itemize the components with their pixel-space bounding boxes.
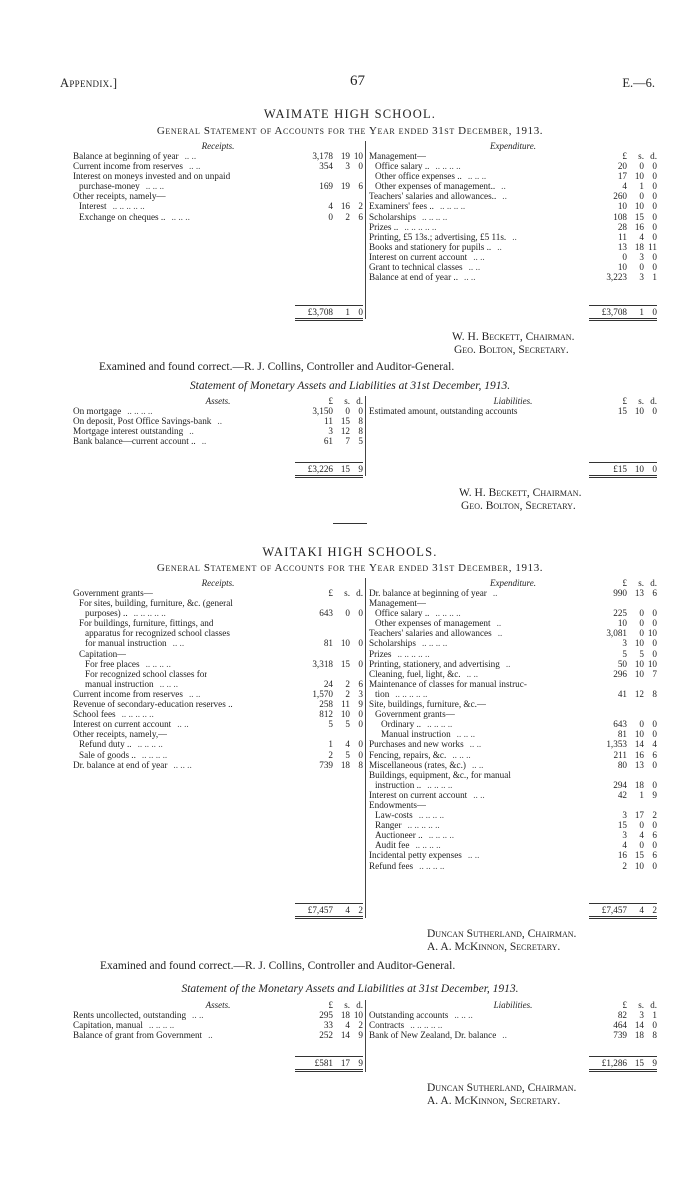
ledger-label: For buildings, furniture, fittings, and	[79, 618, 214, 629]
waitaki-assets-column: Assets. £ s. d. Rents uncollected, outstanding .. .. 295 18 10 Capitation, manual .. .. .. .. 33 4 2 Balance of grant from Government .. 252 14 9 £581 17 9	[73, 1000, 363, 1040]
ledger-label: Prizes .. .. .. .. .. ..	[369, 221, 437, 232]
leader-dots: ..	[497, 241, 502, 252]
leader-dots: .. ..	[469, 739, 482, 750]
leader-dots: ..	[497, 628, 503, 639]
leader-dots: .. .. .. ..	[148, 1020, 175, 1031]
ledger-label: Balance of grant from Government ..	[73, 1030, 213, 1041]
ledger-row	[73, 729, 363, 739]
waimate-signatures	[452, 331, 574, 357]
ledger-label: Management—	[369, 151, 427, 161]
leader-dots: .. .. .. ..	[127, 406, 153, 416]
ledger-row: Cleaning, fuel, light, &c. .. .. 296 10 7	[369, 668, 657, 679]
leader-dots: .. .. .. ..	[418, 810, 445, 821]
ledger-label: Refund duty .. .. .. .. ..	[79, 739, 163, 750]
leader-dots: .. .. .. .. ..	[112, 201, 145, 212]
ledger-row: Bank balance—current account .. .. 61 7 5	[73, 436, 363, 447]
leader-dots: .. .. .. ..	[435, 608, 461, 619]
ledger-label: Bank of New Zealand, Dr. balance ..	[369, 1030, 507, 1041]
leader-dots: .. ..	[177, 719, 189, 730]
ledger-row: Other expenses of management.. .. 4 1 0	[369, 181, 657, 191]
secretary-signature: Geo. Bolton, Secretary.	[454, 344, 569, 356]
leader-dots: .. ..	[473, 789, 485, 800]
ledger-label: Interest .. .. .. .. ..	[79, 201, 145, 212]
ledger-label: For recognized school classes for	[85, 668, 208, 679]
ledger-label: Mortgage interest outstanding ..	[73, 426, 194, 437]
ledger-row: Manual instruction .. .. .. 81 10 0	[369, 729, 657, 739]
waitaki-accounts-statement	[73, 578, 657, 918]
ledger-row: for manual instruction .. .. 81 10 0	[73, 638, 363, 648]
ledger-label: Refund fees .. .. .. ..	[369, 860, 445, 871]
ledger-row: Printing, stationery, and advertising .. 50 10 10	[369, 658, 657, 669]
ledger-label: tion .. .. .. .. ..	[375, 688, 428, 699]
waitaki-assets-title: Statement of the Monetary Assets and Liabilities at 31st December, 1913.	[181, 983, 519, 995]
ledger-row: Incidental petty expenses .. .. 16 15 6	[369, 850, 657, 861]
leader-dots: .. .. .. ..	[435, 161, 461, 172]
ledger-label: Other expenses of management ..	[375, 618, 502, 629]
ledger-label: Incidental petty expenses .. ..	[369, 850, 480, 861]
ledger-label: instruction .. .. .. .. ..	[375, 779, 453, 790]
leader-dots: .. .. .. ..	[421, 638, 448, 649]
leader-dots: .. ..	[468, 262, 481, 273]
ledger-row	[73, 669, 363, 679]
waitaki-liabilities-column: Liabilities. £ s. d. Outstanding accounts .. .. .. 82 3 1 Contracts .. .. .. .. .. 464 14 0 Bank of New Zealand, Dr. balance .. 739 18 8 £1,286 15 9	[365, 1000, 657, 1072]
ledger-label: Maintenance of classes for manual instruc-	[369, 678, 527, 689]
ledger-label: Other office expenses .. .. .. ..	[375, 171, 487, 182]
ledger-row: Printing, £5 13s.; advertising, £5 11s. .. 11 4 0	[369, 231, 657, 242]
ledger-row: Balance at end of year .. .. .. 3,223 3 1	[369, 272, 657, 283]
document-code: E.—6.	[622, 76, 655, 90]
ledger-row: Interest on current account .. .. 0 3 0	[369, 251, 657, 262]
ledger-row: Examiners' fees .. .. .. .. .. 10 10 0	[369, 201, 657, 212]
expenditure-heading: Expenditure.	[490, 141, 536, 151]
ledger-label: Contracts .. .. .. .. ..	[369, 1020, 443, 1031]
ledger-label: Teachers' salaries and allowances.. ..	[369, 191, 507, 202]
ledger-label: Site, buildings, furniture, &c.—	[369, 699, 487, 710]
ledger-row	[369, 800, 657, 810]
waitaki-signatures	[427, 928, 576, 954]
waitaki-receipts-total: £7,457 4 2	[295, 903, 363, 919]
ledger-row: Purchases and new works .. .. 1,353 14 4	[369, 739, 657, 750]
expenditure-heading: Expenditure.	[490, 578, 536, 588]
leader-dots: .. .. .. .. ..	[133, 608, 166, 619]
ledger-label: Interest on current account .. ..	[73, 719, 189, 730]
waimate-title: WAIMATE HIGH SCHOOL.	[263, 107, 437, 121]
ledger-row: Office salary .. .. .. .. .. 225 0 0	[369, 608, 657, 618]
ledger-label: Balance at end of year .. .. ..	[369, 272, 476, 283]
ledger-row: Scholarships .. .. .. .. 108 15 0	[369, 211, 657, 222]
ledger-row: Other office expenses .. .. .. .. 17 10 0	[369, 171, 657, 181]
section-divider	[333, 523, 367, 524]
waitaki-assets-statement	[73, 1000, 657, 1075]
ledger-row: Teachers' salaries and allowances.. .. 260 0 0	[369, 191, 657, 202]
ledger-label: On deposit, Post Office Savings-bank ..	[73, 416, 222, 427]
ledger-row: purchase-money .. .. .. 169 19 6	[73, 181, 363, 191]
leader-dots: .. .. .. ..	[419, 860, 445, 871]
ledger-row: For free places .. .. .. .. 3,318 15 0	[73, 659, 363, 669]
leader-dots: .. .. .. ..	[137, 739, 163, 750]
ledger-row: Miscellaneous (rates, &c.) .. .. 80 13 0	[369, 759, 657, 770]
ledger-label: Capitation, manual .. .. .. ..	[73, 1020, 175, 1031]
ledger-label: Printing, stationery, and advertising ..	[369, 658, 511, 669]
leader-dots: .. .. ..	[159, 678, 179, 689]
chairman-signature: W. H. Beckett, Chairman.	[452, 331, 575, 343]
leader-dots: .. .. .. .. ..	[397, 648, 430, 659]
ledger-row: Refund fees .. .. .. .. 2 10 0	[369, 860, 657, 871]
ledger-row: Ordinary .. .. .. .. .. 643 0 0	[369, 719, 657, 729]
ledger-row	[369, 151, 657, 161]
waimate-assets-title: Statement of Monetary Assets and Liabilities at 31st December, 1913.	[189, 380, 511, 392]
ledger-row: Other expenses of management .. 10 0 0	[369, 618, 657, 628]
leader-dots: ..	[208, 1030, 213, 1041]
waimate-receipts-total: £3,708 1 0	[295, 305, 363, 321]
ledger-row: Sale of goods .. .. .. .. .. 2 5 0	[73, 750, 363, 760]
leader-dots: ..	[512, 231, 517, 242]
ledger-row: Dr. balance at beginning of year .. 990 13 6	[369, 588, 657, 598]
ledger-row	[73, 628, 363, 638]
leader-dots: .. ..	[466, 668, 479, 679]
ledger-label: Buildings, equipment, &c., for manual	[369, 769, 511, 780]
leader-dots: .. .. .. ..	[427, 719, 453, 730]
liabilities-heading: Liabilities.	[493, 1000, 533, 1010]
ledger-label: Grant to technical classes .. ..	[369, 262, 481, 273]
ledger-row	[369, 770, 657, 780]
ledger-row: tion .. .. .. .. .. 41 12 8	[369, 689, 657, 699]
waimate-subtitle: General Statement of Accounts for the Year ended 31st December, 1913.	[156, 125, 544, 137]
ledger-label: Scholarships .. .. .. ..	[369, 638, 448, 649]
ledger-row: instruction .. .. .. .. .. 294 18 0	[369, 780, 657, 790]
ledger-label: Fencing, repairs, &c. .. .. ..	[369, 749, 471, 760]
ledger-label: Rents uncollected, outstanding .. ..	[73, 1010, 204, 1020]
waitaki-signatures-2	[427, 1082, 576, 1108]
ledger-row: On deposit, Post Office Savings-bank .. 11 15 8	[73, 416, 363, 427]
ledger-label: apparatus for recognized school classes	[85, 628, 230, 639]
ledger-row: Ranger .. .. .. .. .. 15 0 0	[369, 820, 657, 830]
ledger-row	[73, 191, 363, 201]
receipts-heading: Receipts.	[201, 141, 235, 151]
waimate-expenditure-column	[365, 141, 657, 319]
secretary-signature: A. A. McKinnon, Secretary.	[427, 941, 561, 953]
ledger-label: Office salary .. .. .. .. ..	[375, 161, 461, 172]
leader-dots: .. ..	[184, 151, 197, 161]
ledger-row: Books and stationery for pupils .. .. 13 18 11	[369, 241, 657, 252]
ledger-row: Prizes .. .. .. .. .. .. 28 16 0	[369, 221, 657, 232]
ledger-label: Government grants—	[375, 709, 455, 720]
ledger-label: Printing, £5 13s.; advertising, £5 11s. ..	[369, 231, 517, 242]
liabilities-heading: Liabilities.	[493, 396, 533, 406]
leader-dots: .. .. ..	[145, 181, 165, 192]
ledger-row: Dr. balance at end of year .. .. .. 739 18 8	[73, 759, 363, 770]
waitaki-assets-total: £581 17 9	[295, 1056, 363, 1072]
waimate-receipts-column	[73, 141, 363, 317]
ledger-label: Purchases and new works .. ..	[369, 739, 482, 750]
ledger-row: Scholarships .. .. .. .. 3 10 0	[369, 638, 657, 649]
appendix-label: Appendix.]	[60, 76, 118, 90]
ledger-row	[369, 679, 657, 689]
waitaki-expenditure-total: £7,457 4 2	[589, 903, 657, 919]
leader-dots: .. .. .. .. ..	[404, 221, 437, 232]
leader-dots: .. .. .. ..	[415, 840, 441, 851]
ledger-label: Teachers' salaries and allowances ..	[369, 628, 503, 639]
ledger-label: Interest on current account .. ..	[369, 251, 485, 262]
chairman-signature: W. H. Beckett, Chairman.	[459, 487, 582, 499]
ledger-label: Miscellaneous (rates, &c.) .. ..	[369, 759, 484, 770]
leader-dots: .. .. ..	[454, 1010, 473, 1020]
leader-dots: .. .. .. .. ..	[121, 709, 154, 720]
leader-dots: .. ..	[192, 1010, 204, 1020]
ledger-row: School fees .. .. .. .. .. 812 10 0	[73, 709, 363, 720]
waimate-examined-note: Examined and found correct.—R. J. Collins, Controller and Auditor-General.	[99, 361, 455, 373]
ledger-row: Revenue of secondary-education reserves .. 258 11 9	[73, 699, 363, 710]
ledger-row: Fencing, repairs, &c. .. .. .. 211 16 6	[369, 749, 657, 760]
leader-dots: .. .. .. ..	[427, 779, 453, 790]
leader-dots: .. ..	[188, 161, 201, 172]
ledger-row: Office salary .. .. .. .. .. 20 0 0	[369, 161, 657, 171]
waimate-liabilities-total: £15 10 0	[589, 462, 657, 478]
leader-dots: .. .. .. .. ..	[407, 820, 440, 831]
ledger-label: Endowments—	[369, 799, 427, 810]
leader-dots: .. .. ..	[467, 171, 487, 182]
ledger-label: Law-costs .. .. .. ..	[375, 810, 445, 821]
ledger-label: purposes) .. .. .. .. .. ..	[85, 608, 166, 619]
leader-dots: .. .. .. ..	[145, 658, 171, 669]
ledger-row: Auctioneer .. .. .. .. .. 3 4 6	[369, 830, 657, 840]
leader-dots: .. .. .. .. ..	[410, 1020, 443, 1031]
ledger-row: Grant to technical classes .. .. 10 0 0	[369, 262, 657, 273]
ledger-label: Government grants—	[73, 588, 153, 598]
ledger-label: Interest on current account .. ..	[369, 789, 485, 800]
ledger-label: Exchange on cheques .. .. .. ..	[79, 211, 190, 222]
leader-dots: .. .. .. .. ..	[395, 688, 428, 699]
ledger-row: Rents uncollected, outstanding .. .. 295 18 10	[73, 1010, 363, 1020]
ledger-label: Current income from reserves .. ..	[73, 688, 201, 699]
assets-heading: Assets.	[205, 396, 231, 406]
ledger-row	[369, 598, 657, 608]
leader-dots: ..	[496, 618, 502, 629]
ledger-label: Ordinary .. .. .. .. ..	[381, 719, 453, 730]
leader-dots: ..	[492, 588, 498, 598]
ledger-row: Current income from reserves .. .. 1,570 2 3	[73, 688, 363, 699]
ledger-row: On mortgage .. .. .. .. 3,150 0 0	[73, 406, 363, 416]
ledger-label: Revenue of secondary-education reserves ..	[73, 699, 233, 710]
ledger-label: School fees .. .. .. .. ..	[73, 709, 154, 720]
leader-dots: ..	[201, 436, 207, 447]
leader-dots: .. .. ..	[456, 729, 476, 740]
leader-dots: .. .. .. ..	[421, 211, 448, 222]
currency-header: £ s. d.	[622, 151, 657, 161]
waitaki-subtitle: General Statement of Accounts for the Year ended 31st December, 1913.	[156, 562, 544, 574]
ledger-label: Bank balance—current account .. ..	[73, 436, 207, 447]
ledger-label: Prizes .. .. .. .. ..	[369, 648, 430, 659]
ledger-row: Current income from reserves .. .. 354 3 0	[73, 161, 363, 172]
leader-dots: .. ..	[467, 850, 480, 861]
page-header	[60, 73, 655, 92]
waimate-assets-column: Assets. £ s. d. On mortgage .. .. .. .. 3,150 0 0 On deposit, Post Office Savings-bank .. 11 15 8 Mortgage interest outstanding .. 3 12 8 Bank balance—current account .. .. 61 7 5 £3,226 15 9	[73, 396, 363, 446]
ledger-row: Government grants— £ s. d.	[73, 588, 363, 598]
ledger-label: Current income from reserves .. ..	[73, 161, 201, 172]
leader-dots: ..	[189, 426, 194, 437]
ledger-label: Capitation—	[79, 648, 127, 659]
leader-dots: ..	[502, 1030, 507, 1041]
ledger-label: Other receipts, namely—	[73, 191, 166, 202]
receipts-heading: Receipts.	[201, 578, 235, 588]
ledger-row: Exchange on cheques .. .. .. .. 0 2 6	[73, 212, 363, 222]
page-number: 67	[350, 73, 365, 89]
leader-dots: .. .. .. ..	[439, 201, 466, 212]
ledger-label: Scholarships .. .. .. ..	[369, 211, 448, 222]
ledger-row	[369, 699, 657, 709]
waimate-assets-statement	[73, 396, 657, 488]
ledger-row: Interest on current account .. .. 42 1 9	[369, 789, 657, 800]
waitaki-examined-note: Examined and found correct.—R. J. Collins, Controller and Auditor-General.	[100, 960, 456, 972]
waitaki-liabilities-total: £1,286 15 9	[589, 1056, 657, 1072]
ledger-row: Interest .. .. .. .. .. 4 16 2	[73, 201, 363, 211]
waimate-signatures-2	[459, 487, 581, 513]
ledger-row: Law-costs .. .. .. .. 3 17 2	[369, 810, 657, 820]
ledger-row: Bank of New Zealand, Dr. balance .. 739 18 8	[369, 1030, 657, 1041]
ledger-label: Examiners' fees .. .. .. .. ..	[369, 201, 466, 212]
chairman-signature: Duncan Sutherland, Chairman.	[427, 928, 577, 940]
ledger-row: Contracts .. .. .. .. .. 464 14 0	[369, 1020, 657, 1031]
leader-dots: .. ..	[188, 688, 201, 699]
leader-dots: .. .. ..	[173, 759, 192, 770]
ledger-label: Dr. balance at end of year .. .. ..	[73, 759, 192, 770]
ledger-label: Interest on moneys invested and on unpaid	[73, 171, 231, 182]
leader-dots: .. .. .. ..	[141, 749, 168, 760]
ledger-row: Balance of grant from Government .. 252 14 9	[73, 1030, 363, 1041]
waimate-assets-total: £3,226 15 9	[295, 462, 363, 478]
secretary-signature: A. A. McKinnon, Secretary.	[427, 1095, 561, 1107]
ledger-label: Manual instruction .. .. ..	[381, 729, 476, 740]
ledger-row: Prizes .. .. .. .. .. 5 5 0	[369, 648, 657, 659]
ledger-label: Balance at beginning of year .. ..	[73, 151, 197, 161]
ledger-row: Teachers' salaries and allowances .. 3,081 0 10	[369, 628, 657, 639]
leader-dots: ..	[502, 191, 507, 202]
waitaki-receipts-column	[73, 578, 363, 915]
leader-dots: .. ..	[464, 272, 476, 283]
ledger-row	[369, 709, 657, 719]
ledger-label: Other expenses of management.. ..	[375, 181, 506, 192]
ledger-label: for manual instruction .. ..	[85, 638, 185, 649]
ledger-label: Cleaning, fuel, light, &c. .. ..	[369, 668, 479, 679]
ledger-label: Office salary .. .. .. .. ..	[375, 608, 461, 619]
ledger-label: Books and stationery for pupils .. ..	[369, 241, 502, 252]
ledger-row: Mortgage interest outstanding .. 3 12 8	[73, 426, 363, 437]
assets-heading: Assets.	[205, 1000, 231, 1010]
leader-dots: .. .. ..	[452, 749, 471, 760]
ledger-row: Outstanding accounts .. .. .. 82 3 1	[369, 1010, 657, 1020]
ledger-label: Management—	[369, 598, 427, 609]
ledger-row: Audit fee .. .. .. .. 4 0 0	[369, 840, 657, 850]
ledger-label: Estimated amount, outstanding accounts	[369, 406, 518, 416]
ledger-label: For free places .. .. .. ..	[85, 658, 171, 669]
ledger-row: Interest on current account .. .. 5 5 0	[73, 719, 363, 730]
leader-dots: .. .. .. ..	[428, 830, 454, 841]
ledger-label: manual instruction .. .. ..	[85, 678, 179, 689]
waitaki-title: WAITAKI HIGH SCHOOLS.	[262, 545, 438, 559]
ledger-label: purchase-money .. .. ..	[79, 181, 165, 192]
leader-dots: ..	[217, 416, 222, 427]
ledger-label: For sites, building, furniture, &c. (general	[79, 598, 233, 609]
waitaki-expenditure-column: Expenditure. £ s. d. Dr. balance at beginning of year .. 990 13 6 Management— Office salary .. .. .. .. .. 225 0 0 Other expenses of management .. 10 0 0 Teachers' salaries and allowances .. 3,081 0 10 Scholarships .. .. .. .. 3 10 0 Prizes .. .. .. .. .. 5 5 0 Printing, stationery, and advertising .. 50 10 10 Cleaning, fuel, light, &c. .. .. 296 10 7 Maintenance of classes for manual instruc- tion .. .. .. .. .. 41 12 8 Site, buildings, furniture, &c.— Government grants— Ordinary .. .. .. .. .. 643 0 0 Manual instruction .. .. .. 81 10 0 Purchases and new works .. .. 1,353 14 4 Fencing, repairs, &c. .. .. .. 211 16 6 Miscellaneous (rates, &c.) .. .. 80 13 0 Buildings, equipment, &c., for manual instruction .. .. .. .. .. 294 18 0 Interest on current account .. .. 42 1 9 Endowments— Law-costs .. .. .. .. 3 17 2 Ranger .. .. .. .. .. 15 0 0 Auctioneer .. .. .. .. .. 3 4 6 Audit fee .. .. .. .. 4 0 0 Incidental petty expenses .. .. 16 15 6 Refund fees .. .. .. .. 2 10 0 £7,457 4 2	[365, 578, 657, 918]
leader-dots: ..	[505, 658, 511, 669]
leader-dots: .. ..	[471, 759, 484, 770]
ledger-label: Sale of goods .. .. .. .. ..	[79, 749, 168, 760]
ledger-row: Balance at beginning of year .. .. 3,178 19 10	[73, 151, 363, 161]
ledger-row	[73, 598, 363, 608]
ledger-row: purposes) .. .. .. .. .. .. 643 0 0	[73, 608, 363, 618]
waimate-expenditure-total: £3,708 1 0	[589, 305, 657, 321]
ledger-row: manual instruction .. .. .. 24 2 6	[73, 679, 363, 689]
ledger-label: Dr. balance at beginning of year ..	[369, 588, 498, 598]
chairman-signature: Duncan Sutherland, Chairman.	[427, 1082, 577, 1094]
ledger-label: Other receipts, namely,—	[73, 729, 168, 740]
ledger-row	[73, 618, 363, 628]
ledger-label: Ranger .. .. .. .. ..	[375, 820, 440, 831]
secretary-signature: Geo. Bolton, Secretary.	[461, 500, 576, 512]
ledger-label: Outstanding accounts .. .. ..	[369, 1010, 473, 1020]
ledger-row: Refund duty .. .. .. .. .. 1 4 0	[73, 739, 363, 749]
ledger-row: Estimated amount, outstanding accounts 15 10 0	[369, 406, 657, 416]
ledger-label: Auctioneer .. .. .. .. ..	[375, 830, 454, 841]
leader-dots: ..	[501, 181, 506, 192]
ledger-row	[73, 649, 363, 659]
leader-dots: .. .. ..	[171, 211, 190, 222]
ledger-label: On mortgage .. .. .. ..	[73, 406, 153, 416]
waimate-liabilities-column: Liabilities. £ s. d. Estimated amount, outstanding accounts 15 10 0 £15 10 0	[365, 396, 657, 476]
ledger-row	[73, 171, 363, 181]
leader-dots: .. ..	[473, 251, 485, 262]
waimate-accounts-statement	[73, 141, 657, 321]
ledger-label: Audit fee .. .. .. ..	[375, 840, 441, 851]
ledger-row: Capitation, manual .. .. .. .. 33 4 2	[73, 1020, 363, 1031]
leader-dots: .. ..	[172, 638, 185, 649]
